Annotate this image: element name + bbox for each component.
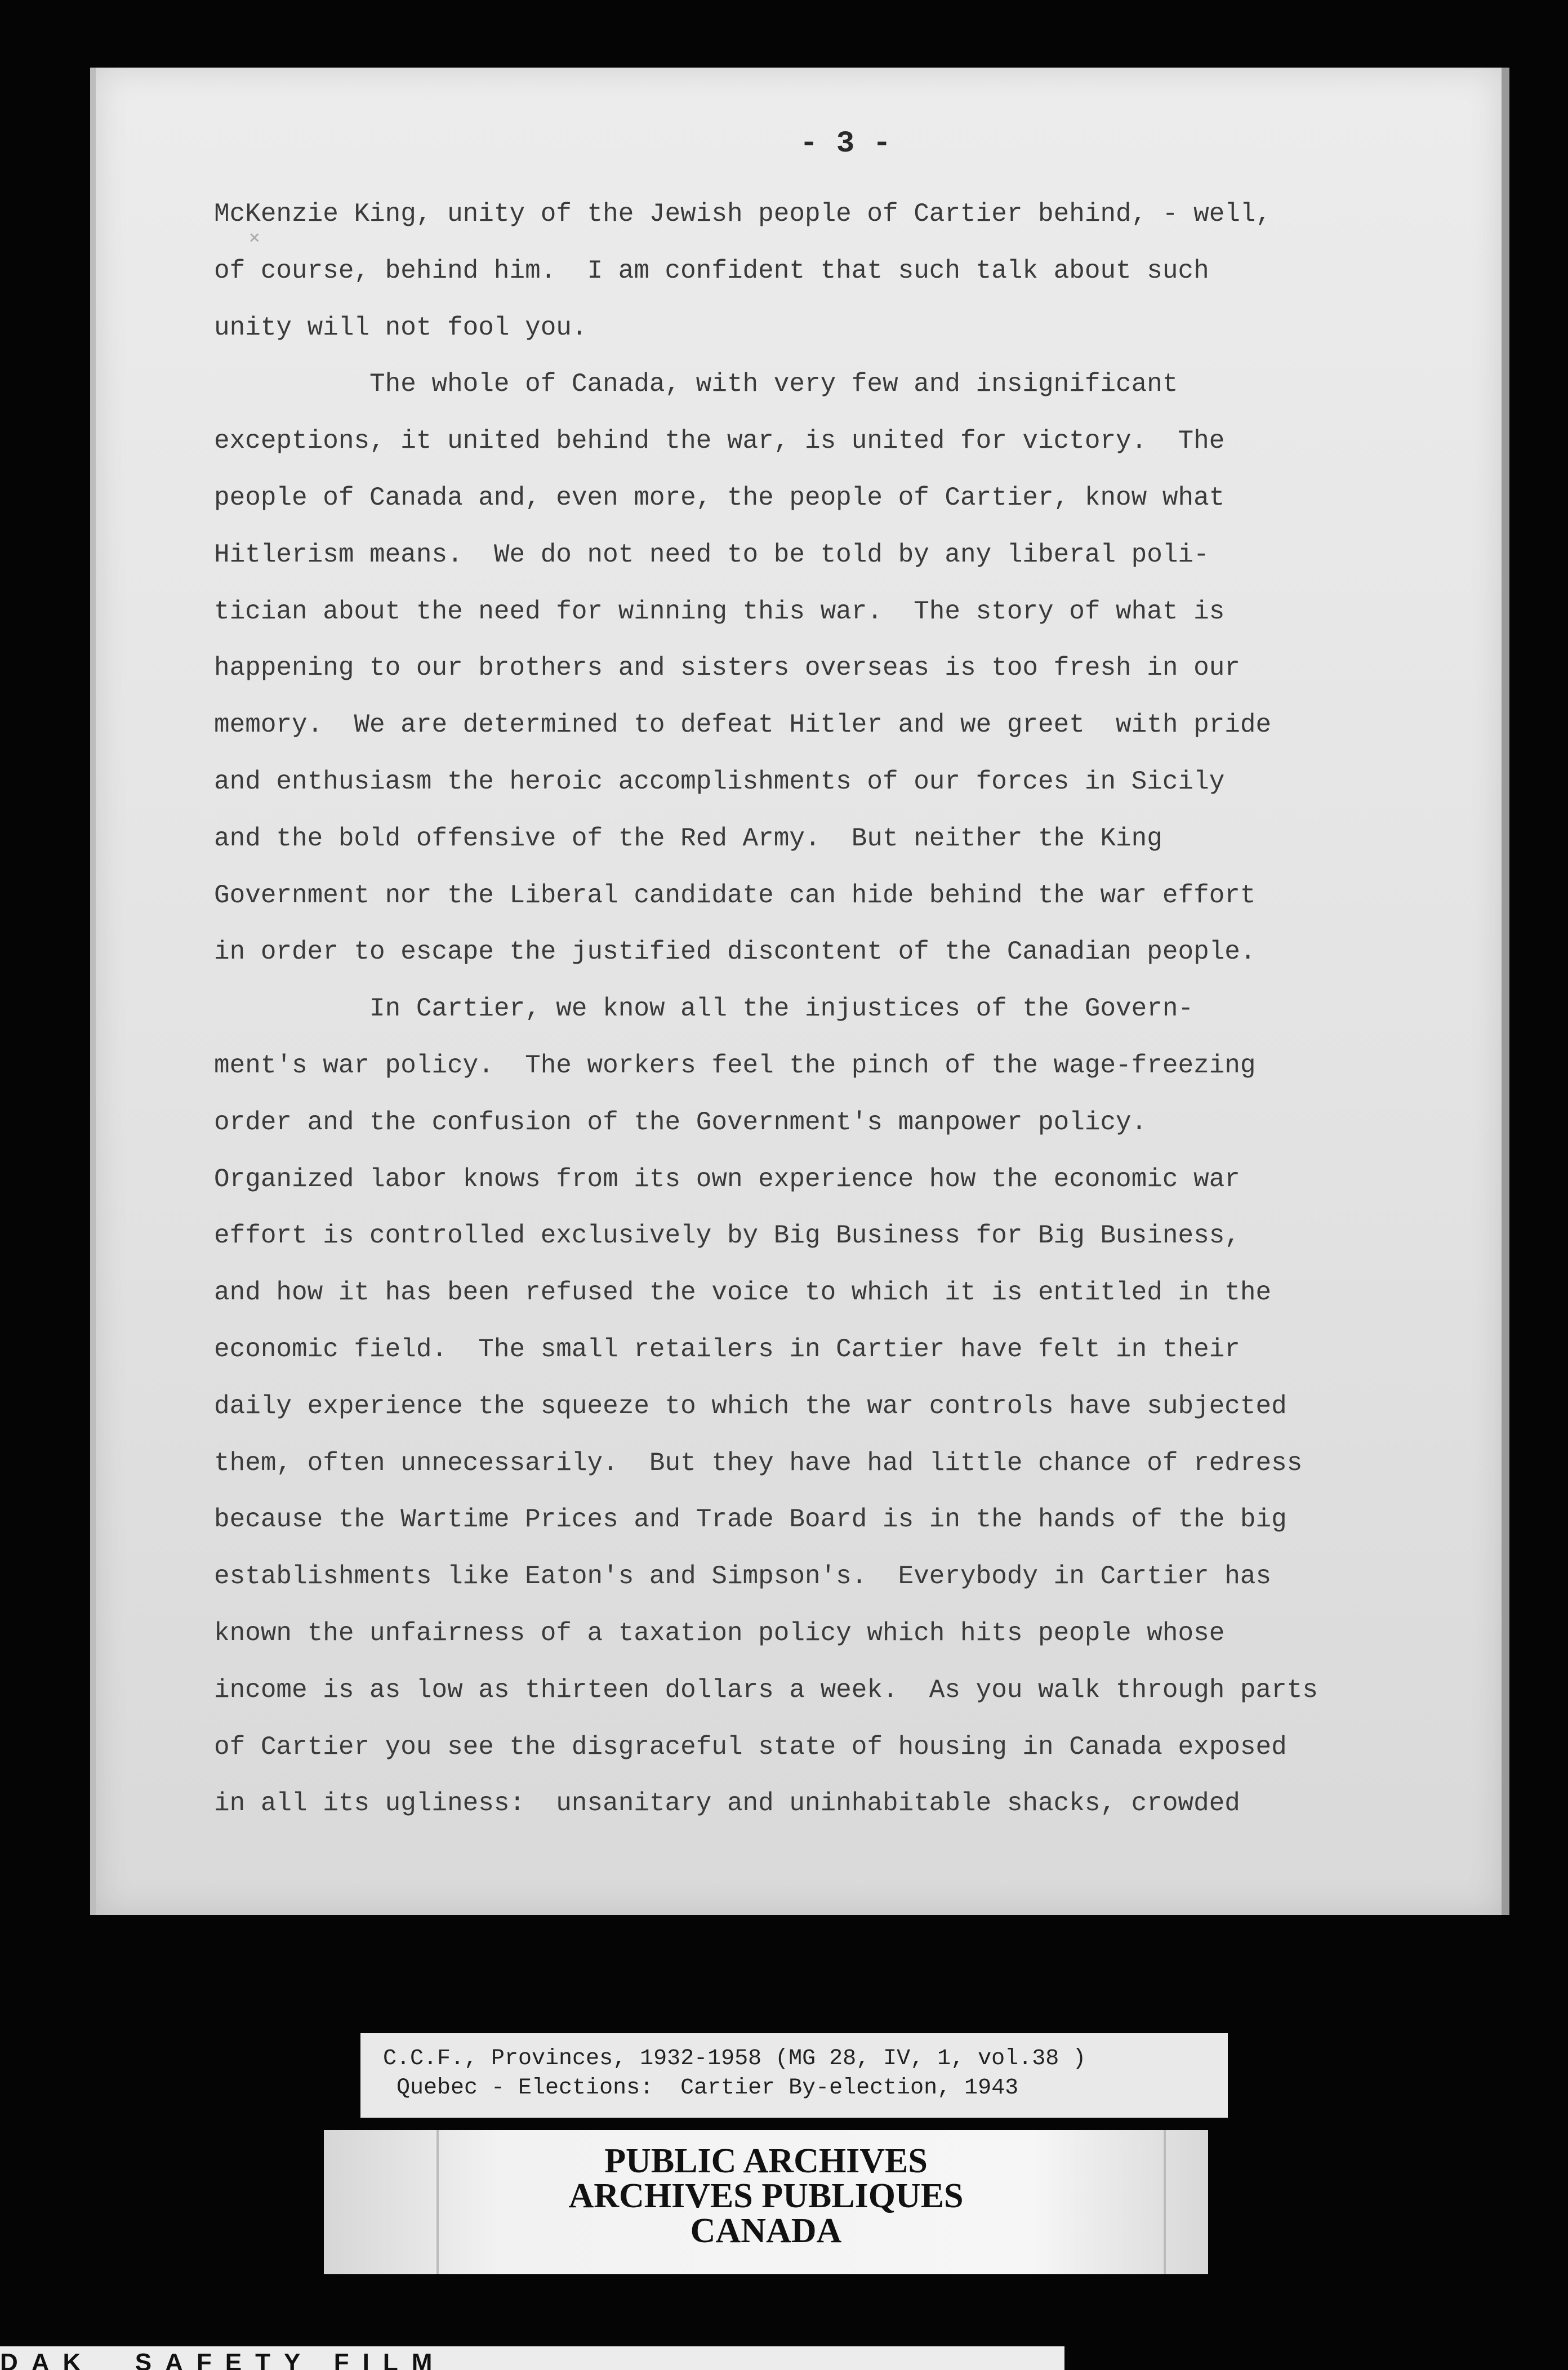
text-line: The whole of Canada, with very few and insignificant <box>214 369 1178 399</box>
text-line: ment's war policy. The workers feel the pinch of the wage-freezing <box>214 1050 1256 1080</box>
text-line: happening to our brothers and sisters overseas is too fresh in our <box>214 653 1240 683</box>
text-line: of course, behind him. I am confident that such talk about such <box>214 256 1209 286</box>
text-line: and enthusiasm the heroic accomplishments of our forces in Sicily <box>214 767 1225 796</box>
stamp-crease <box>436 2130 439 2274</box>
text-line: In Cartier, we know all the injustices of the Govern- <box>214 994 1194 1024</box>
pencil-mark: ˟ <box>247 231 262 260</box>
text-line: order and the confusion of the Government's manpower policy. <box>214 1107 1147 1137</box>
public-archives-stamp <box>324 2130 1208 2274</box>
stamp-line: ARCHIVES PUBLIQUES <box>568 2177 964 2215</box>
body-text <box>214 186 1498 1832</box>
archive-reference-label <box>360 2033 1228 2118</box>
text-line: unity will not fool you. <box>214 313 587 342</box>
text-line: McKenzie King, unity of the Jewish people of Cartier behind, - well, <box>214 199 1272 229</box>
page-number: - 3 - <box>800 127 892 161</box>
text-line: Hitlerism means. We do not need to be told by any liberal poli- <box>214 540 1209 569</box>
archive-reference-line: C.C.F., Provinces, 1932-1958 (MG 28, IV, 1, vol.38 ) <box>383 2046 1086 2071</box>
text-line: because the Wartime Prices and Trade Board is in the hands of the big <box>214 1505 1287 1535</box>
stamp-line: PUBLIC ARCHIVES <box>604 2142 928 2180</box>
text-line: and the bold offensive of the Red Army. But neither the King <box>214 823 1162 853</box>
text-line: people of Canada and, even more, the people of Cartier, know what <box>214 483 1225 513</box>
text-line: memory. We are determined to defeat Hitler and we greet with pride <box>214 710 1272 740</box>
stamp-line: CANADA <box>690 2212 842 2250</box>
text-line: income is as low as thirteen dollars a week. As you walk through parts <box>214 1675 1318 1705</box>
text-line: Organized labor knows from its own experience how the economic war <box>214 1164 1240 1194</box>
text-line: Government nor the Liberal candidate can hide behind the war effort <box>214 880 1256 910</box>
stamp-crease <box>1164 2130 1166 2274</box>
archive-reference-line: Quebec - Elections: Cartier By-election, 1943 <box>383 2075 1019 2101</box>
film-edge-marking: DAK SAFETY FILM <box>0 2346 1064 2370</box>
text-line: of Cartier you see the disgraceful state of housing in Canada exposed <box>214 1732 1287 1762</box>
text-line: establishments like Eaton's and Simpson's. Everybody in Cartier has <box>214 1562 1272 1592</box>
text-line: effort is controlled exclusively by Big Business for Big Business, <box>214 1221 1240 1251</box>
text-line: tician about the need for winning this war. The story of what is <box>214 596 1225 626</box>
text-line: economic field. The small retailers in Cartier have felt in their <box>214 1334 1240 1364</box>
text-line: and how it has been refused the voice to which it is entitled in the <box>214 1278 1272 1308</box>
text-line: in order to escape the justified discontent of the Canadian people. <box>214 937 1256 967</box>
text-line: exceptions, it united behind the war, is united for victory. The <box>214 426 1225 456</box>
text-line: in all its ugliness: unsanitary and uninhabitable shacks, crowded <box>214 1789 1240 1819</box>
text-line: them, often unnecessarily. But they have had little chance of redress <box>214 1448 1303 1478</box>
text-line: known the unfairness of a taxation policy which hits people whose <box>214 1618 1225 1648</box>
text-line: daily experience the squeeze to which the war controls have subjected <box>214 1391 1287 1421</box>
